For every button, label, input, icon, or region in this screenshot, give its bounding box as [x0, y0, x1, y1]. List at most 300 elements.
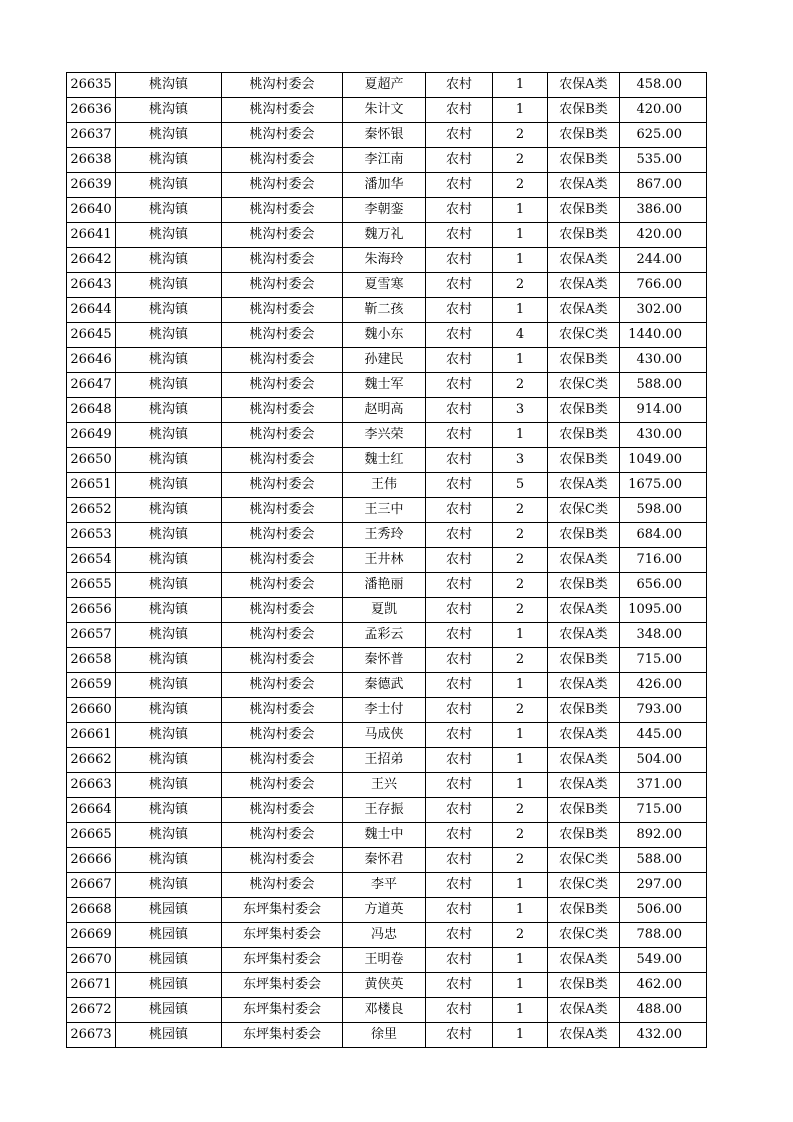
insurance-category-cell: 农保B类: [548, 98, 620, 123]
record-number-cell: 26651: [67, 473, 116, 498]
village-committee-cell: 桃沟村委会: [222, 523, 343, 548]
amount-cell: 1095.00: [620, 598, 707, 623]
person-name-cell: 李兴荣: [343, 423, 426, 448]
record-number-cell: 26664: [67, 798, 116, 823]
table-row: [67, 648, 707, 673]
area-type-cell: 农村: [426, 723, 493, 748]
village-committee-cell: 桃沟村委会: [222, 623, 343, 648]
amount-cell: 549.00: [620, 948, 707, 973]
record-number-cell: 26665: [67, 823, 116, 848]
village-committee-cell: 东坪集村委会: [222, 948, 343, 973]
table-row: [67, 548, 707, 573]
record-number-cell: 26642: [67, 248, 116, 273]
household-count-cell: 1: [493, 248, 548, 273]
record-number-cell: 26644: [67, 298, 116, 323]
person-name-cell: 方道英: [343, 898, 426, 923]
area-type-cell: 农村: [426, 498, 493, 523]
record-number-cell: 26671: [67, 973, 116, 998]
village-committee-cell: 桃沟村委会: [222, 848, 343, 873]
person-name-cell: 王存振: [343, 798, 426, 823]
table-row: [67, 898, 707, 923]
insurance-category-cell: 农保B类: [548, 423, 620, 448]
town-cell: 桃沟镇: [116, 598, 222, 623]
amount-cell: 432.00: [620, 1023, 707, 1048]
town-cell: 桃沟镇: [116, 698, 222, 723]
record-number-cell: 26646: [67, 348, 116, 373]
amount-cell: 892.00: [620, 823, 707, 848]
insurance-category-cell: 农保A类: [548, 173, 620, 198]
person-name-cell: 王明卷: [343, 948, 426, 973]
table-row: [67, 373, 707, 398]
record-number-cell: 26658: [67, 648, 116, 673]
village-committee-cell: 桃沟村委会: [222, 223, 343, 248]
table-row: [67, 198, 707, 223]
record-number-cell: 26659: [67, 673, 116, 698]
town-cell: 桃沟镇: [116, 398, 222, 423]
person-name-cell: 黄侠英: [343, 973, 426, 998]
record-number-cell: 26638: [67, 148, 116, 173]
village-committee-cell: 桃沟村委会: [222, 573, 343, 598]
insurance-category-cell: 农保B类: [548, 123, 620, 148]
insurance-category-cell: 农保B类: [548, 648, 620, 673]
person-name-cell: 王兴: [343, 773, 426, 798]
insurance-category-cell: 农保C类: [548, 923, 620, 948]
insurance-category-cell: 农保B类: [548, 223, 620, 248]
insurance-category-cell: 农保B类: [548, 898, 620, 923]
area-type-cell: 农村: [426, 548, 493, 573]
table-row: [67, 773, 707, 798]
household-count-cell: 2: [493, 548, 548, 573]
area-type-cell: 农村: [426, 748, 493, 773]
town-cell: 桃沟镇: [116, 198, 222, 223]
household-count-cell: 1: [493, 948, 548, 973]
table-row: [67, 873, 707, 898]
person-name-cell: 徐里: [343, 1023, 426, 1048]
household-count-cell: 1: [493, 73, 548, 98]
village-committee-cell: 桃沟村委会: [222, 648, 343, 673]
area-type-cell: 农村: [426, 848, 493, 873]
amount-cell: 458.00: [620, 73, 707, 98]
village-committee-cell: 桃沟村委会: [222, 498, 343, 523]
village-committee-cell: 桃沟村委会: [222, 173, 343, 198]
village-committee-cell: 桃沟村委会: [222, 423, 343, 448]
insurance-category-cell: 农保A类: [548, 948, 620, 973]
area-type-cell: 农村: [426, 148, 493, 173]
town-cell: 桃沟镇: [116, 423, 222, 448]
area-type-cell: 农村: [426, 648, 493, 673]
record-number-cell: 26645: [67, 323, 116, 348]
area-type-cell: 农村: [426, 998, 493, 1023]
table-row: [67, 98, 707, 123]
table-row: [67, 573, 707, 598]
town-cell: 桃沟镇: [116, 823, 222, 848]
amount-cell: 535.00: [620, 148, 707, 173]
household-count-cell: 1: [493, 423, 548, 448]
person-name-cell: 李平: [343, 873, 426, 898]
table-row: [67, 298, 707, 323]
record-number-cell: 26636: [67, 98, 116, 123]
town-cell: 桃园镇: [116, 973, 222, 998]
person-name-cell: 秦怀普: [343, 648, 426, 673]
person-name-cell: 秦怀君: [343, 848, 426, 873]
table-row: [67, 523, 707, 548]
amount-cell: 504.00: [620, 748, 707, 773]
town-cell: 桃沟镇: [116, 473, 222, 498]
person-name-cell: 邓楼良: [343, 998, 426, 1023]
table-row: [67, 973, 707, 998]
amount-cell: 386.00: [620, 198, 707, 223]
household-count-cell: 1: [493, 198, 548, 223]
amount-cell: 506.00: [620, 898, 707, 923]
town-cell: 桃沟镇: [116, 498, 222, 523]
table-row: [67, 123, 707, 148]
table-row: [67, 798, 707, 823]
insurance-category-cell: 农保B类: [548, 523, 620, 548]
insurance-category-cell: 农保A类: [548, 748, 620, 773]
record-number-cell: 26660: [67, 698, 116, 723]
amount-cell: 445.00: [620, 723, 707, 748]
town-cell: 桃园镇: [116, 1023, 222, 1048]
relief-roster-table: [66, 72, 707, 1048]
household-count-cell: 2: [493, 148, 548, 173]
record-number-cell: 26640: [67, 198, 116, 223]
table-row: [67, 448, 707, 473]
area-type-cell: 农村: [426, 423, 493, 448]
village-committee-cell: 桃沟村委会: [222, 548, 343, 573]
village-committee-cell: 桃沟村委会: [222, 148, 343, 173]
area-type-cell: 农村: [426, 673, 493, 698]
insurance-category-cell: 农保A类: [548, 723, 620, 748]
town-cell: 桃沟镇: [116, 298, 222, 323]
town-cell: 桃沟镇: [116, 248, 222, 273]
household-count-cell: 2: [493, 923, 548, 948]
insurance-category-cell: 农保C类: [548, 848, 620, 873]
town-cell: 桃沟镇: [116, 223, 222, 248]
village-committee-cell: 东坪集村委会: [222, 898, 343, 923]
amount-cell: 420.00: [620, 223, 707, 248]
insurance-category-cell: 农保B类: [548, 798, 620, 823]
amount-cell: 1440.00: [620, 323, 707, 348]
household-count-cell: 3: [493, 398, 548, 423]
area-type-cell: 农村: [426, 398, 493, 423]
village-committee-cell: 桃沟村委会: [222, 698, 343, 723]
household-count-cell: 2: [493, 848, 548, 873]
record-number-cell: 26641: [67, 223, 116, 248]
household-count-cell: 1: [493, 998, 548, 1023]
table-row: [67, 748, 707, 773]
amount-cell: 244.00: [620, 248, 707, 273]
amount-cell: 1675.00: [620, 473, 707, 498]
insurance-category-cell: 农保B类: [548, 198, 620, 223]
insurance-category-cell: 农保C类: [548, 873, 620, 898]
household-count-cell: 1: [493, 298, 548, 323]
table-row: [67, 998, 707, 1023]
table-row: [67, 223, 707, 248]
household-count-cell: 1: [493, 748, 548, 773]
insurance-category-cell: 农保B类: [548, 973, 620, 998]
town-cell: 桃沟镇: [116, 348, 222, 373]
town-cell: 桃沟镇: [116, 273, 222, 298]
table-row: [67, 498, 707, 523]
town-cell: 桃沟镇: [116, 748, 222, 773]
household-count-cell: 2: [493, 698, 548, 723]
household-count-cell: 2: [493, 173, 548, 198]
household-count-cell: 1: [493, 773, 548, 798]
town-cell: 桃沟镇: [116, 723, 222, 748]
household-count-cell: 1: [493, 873, 548, 898]
amount-cell: 348.00: [620, 623, 707, 648]
town-cell: 桃园镇: [116, 923, 222, 948]
record-number-cell: 26648: [67, 398, 116, 423]
town-cell: 桃沟镇: [116, 548, 222, 573]
record-number-cell: 26654: [67, 548, 116, 573]
record-number-cell: 26650: [67, 448, 116, 473]
area-type-cell: 农村: [426, 698, 493, 723]
area-type-cell: 农村: [426, 298, 493, 323]
person-name-cell: 冯忠: [343, 923, 426, 948]
person-name-cell: 朱计文: [343, 98, 426, 123]
person-name-cell: 孙建民: [343, 348, 426, 373]
amount-cell: 462.00: [620, 973, 707, 998]
town-cell: 桃沟镇: [116, 73, 222, 98]
town-cell: 桃沟镇: [116, 148, 222, 173]
amount-cell: 598.00: [620, 498, 707, 523]
record-number-cell: 26673: [67, 1023, 116, 1048]
record-number-cell: 26661: [67, 723, 116, 748]
household-count-cell: 2: [493, 798, 548, 823]
amount-cell: 793.00: [620, 698, 707, 723]
area-type-cell: 农村: [426, 448, 493, 473]
area-type-cell: 农村: [426, 948, 493, 973]
amount-cell: 302.00: [620, 298, 707, 323]
household-count-cell: 2: [493, 523, 548, 548]
insurance-category-cell: 农保A类: [548, 598, 620, 623]
town-cell: 桃沟镇: [116, 873, 222, 898]
amount-cell: 1049.00: [620, 448, 707, 473]
area-type-cell: 农村: [426, 98, 493, 123]
person-name-cell: 魏小东: [343, 323, 426, 348]
insurance-category-cell: 农保A类: [548, 248, 620, 273]
person-name-cell: 马成侠: [343, 723, 426, 748]
insurance-category-cell: 农保C类: [548, 498, 620, 523]
area-type-cell: 农村: [426, 198, 493, 223]
amount-cell: 588.00: [620, 373, 707, 398]
town-cell: 桃园镇: [116, 998, 222, 1023]
insurance-category-cell: 农保A类: [548, 773, 620, 798]
table-row: [67, 698, 707, 723]
amount-cell: 716.00: [620, 548, 707, 573]
table-row: [67, 173, 707, 198]
town-cell: 桃园镇: [116, 948, 222, 973]
village-committee-cell: 桃沟村委会: [222, 248, 343, 273]
record-number-cell: 26662: [67, 748, 116, 773]
town-cell: 桃沟镇: [116, 848, 222, 873]
table-row: [67, 923, 707, 948]
table-row: [67, 848, 707, 873]
area-type-cell: 农村: [426, 123, 493, 148]
town-cell: 桃沟镇: [116, 323, 222, 348]
village-committee-cell: 桃沟村委会: [222, 673, 343, 698]
insurance-category-cell: 农保C类: [548, 323, 620, 348]
amount-cell: 371.00: [620, 773, 707, 798]
town-cell: 桃沟镇: [116, 798, 222, 823]
village-committee-cell: 桃沟村委会: [222, 298, 343, 323]
household-count-cell: 3: [493, 448, 548, 473]
area-type-cell: 农村: [426, 798, 493, 823]
table-row: [67, 73, 707, 98]
table-row: [67, 673, 707, 698]
person-name-cell: 靳二孩: [343, 298, 426, 323]
area-type-cell: 农村: [426, 348, 493, 373]
village-committee-cell: 桃沟村委会: [222, 823, 343, 848]
amount-cell: 684.00: [620, 523, 707, 548]
village-committee-cell: 桃沟村委会: [222, 373, 343, 398]
record-number-cell: 26655: [67, 573, 116, 598]
town-cell: 桃沟镇: [116, 98, 222, 123]
town-cell: 桃园镇: [116, 898, 222, 923]
household-count-cell: 2: [493, 373, 548, 398]
amount-cell: 426.00: [620, 673, 707, 698]
area-type-cell: 农村: [426, 598, 493, 623]
person-name-cell: 王秀玲: [343, 523, 426, 548]
household-count-cell: 1: [493, 623, 548, 648]
area-type-cell: 农村: [426, 473, 493, 498]
village-committee-cell: 桃沟村委会: [222, 273, 343, 298]
village-committee-cell: 桃沟村委会: [222, 773, 343, 798]
insurance-category-cell: 农保A类: [548, 1023, 620, 1048]
area-type-cell: 农村: [426, 773, 493, 798]
household-count-cell: 1: [493, 898, 548, 923]
insurance-category-cell: 农保A类: [548, 998, 620, 1023]
amount-cell: 625.00: [620, 123, 707, 148]
town-cell: 桃沟镇: [116, 523, 222, 548]
person-name-cell: 王伟: [343, 473, 426, 498]
village-committee-cell: 桃沟村委会: [222, 398, 343, 423]
amount-cell: 656.00: [620, 573, 707, 598]
insurance-category-cell: 农保B类: [548, 148, 620, 173]
town-cell: 桃沟镇: [116, 623, 222, 648]
insurance-category-cell: 农保B类: [548, 823, 620, 848]
village-committee-cell: 东坪集村委会: [222, 1023, 343, 1048]
person-name-cell: 魏士红: [343, 448, 426, 473]
town-cell: 桃沟镇: [116, 648, 222, 673]
area-type-cell: 农村: [426, 373, 493, 398]
household-count-cell: 1: [493, 98, 548, 123]
insurance-category-cell: 农保B类: [548, 698, 620, 723]
record-number-cell: 26666: [67, 848, 116, 873]
person-name-cell: 赵明高: [343, 398, 426, 423]
table-row: [67, 623, 707, 648]
table-row: [67, 398, 707, 423]
person-name-cell: 李江南: [343, 148, 426, 173]
record-number-cell: 26670: [67, 948, 116, 973]
village-committee-cell: 桃沟村委会: [222, 873, 343, 898]
table-row: [67, 423, 707, 448]
insurance-category-cell: 农保A类: [548, 473, 620, 498]
village-committee-cell: 桃沟村委会: [222, 98, 343, 123]
record-number-cell: 26637: [67, 123, 116, 148]
village-committee-cell: 东坪集村委会: [222, 973, 343, 998]
amount-cell: 867.00: [620, 173, 707, 198]
area-type-cell: 农村: [426, 173, 493, 198]
insurance-category-cell: 农保B类: [548, 348, 620, 373]
amount-cell: 420.00: [620, 98, 707, 123]
person-name-cell: 孟彩云: [343, 623, 426, 648]
record-number-cell: 26653: [67, 523, 116, 548]
table-row: [67, 823, 707, 848]
person-name-cell: 潘艳丽: [343, 573, 426, 598]
amount-cell: 788.00: [620, 923, 707, 948]
household-count-cell: 5: [493, 473, 548, 498]
household-count-cell: 1: [493, 223, 548, 248]
village-committee-cell: 东坪集村委会: [222, 998, 343, 1023]
record-number-cell: 26667: [67, 873, 116, 898]
record-number-cell: 26663: [67, 773, 116, 798]
household-count-cell: 1: [493, 673, 548, 698]
amount-cell: 588.00: [620, 848, 707, 873]
village-committee-cell: 桃沟村委会: [222, 198, 343, 223]
village-committee-cell: 桃沟村委会: [222, 123, 343, 148]
area-type-cell: 农村: [426, 898, 493, 923]
table-row: [67, 323, 707, 348]
table-row: [67, 348, 707, 373]
household-count-cell: 2: [493, 273, 548, 298]
person-name-cell: 夏超产: [343, 73, 426, 98]
area-type-cell: 农村: [426, 573, 493, 598]
insurance-category-cell: 农保B类: [548, 448, 620, 473]
record-number-cell: 26649: [67, 423, 116, 448]
area-type-cell: 农村: [426, 323, 493, 348]
household-count-cell: 2: [493, 498, 548, 523]
village-committee-cell: 桃沟村委会: [222, 448, 343, 473]
person-name-cell: 夏雪寒: [343, 273, 426, 298]
area-type-cell: 农村: [426, 223, 493, 248]
area-type-cell: 农村: [426, 823, 493, 848]
amount-cell: 430.00: [620, 348, 707, 373]
amount-cell: 914.00: [620, 398, 707, 423]
household-count-cell: 2: [493, 648, 548, 673]
household-count-cell: 2: [493, 123, 548, 148]
person-name-cell: 魏士中: [343, 823, 426, 848]
table-row: [67, 473, 707, 498]
record-number-cell: 26656: [67, 598, 116, 623]
amount-cell: 430.00: [620, 423, 707, 448]
area-type-cell: 农村: [426, 973, 493, 998]
amount-cell: 297.00: [620, 873, 707, 898]
area-type-cell: 农村: [426, 873, 493, 898]
town-cell: 桃沟镇: [116, 448, 222, 473]
area-type-cell: 农村: [426, 623, 493, 648]
insurance-category-cell: 农保A类: [548, 623, 620, 648]
table-row: [67, 598, 707, 623]
amount-cell: 715.00: [620, 798, 707, 823]
amount-cell: 766.00: [620, 273, 707, 298]
person-name-cell: 秦怀银: [343, 123, 426, 148]
table-row: [67, 948, 707, 973]
household-count-cell: 2: [493, 823, 548, 848]
record-number-cell: 26672: [67, 998, 116, 1023]
amount-cell: 715.00: [620, 648, 707, 673]
insurance-category-cell: 农保A类: [548, 548, 620, 573]
person-name-cell: 魏万礼: [343, 223, 426, 248]
table-row: [67, 148, 707, 173]
insurance-category-cell: 农保B类: [548, 398, 620, 423]
table-row: [67, 1023, 707, 1048]
record-number-cell: 26652: [67, 498, 116, 523]
record-number-cell: 26639: [67, 173, 116, 198]
village-committee-cell: 桃沟村委会: [222, 723, 343, 748]
household-count-cell: 2: [493, 598, 548, 623]
